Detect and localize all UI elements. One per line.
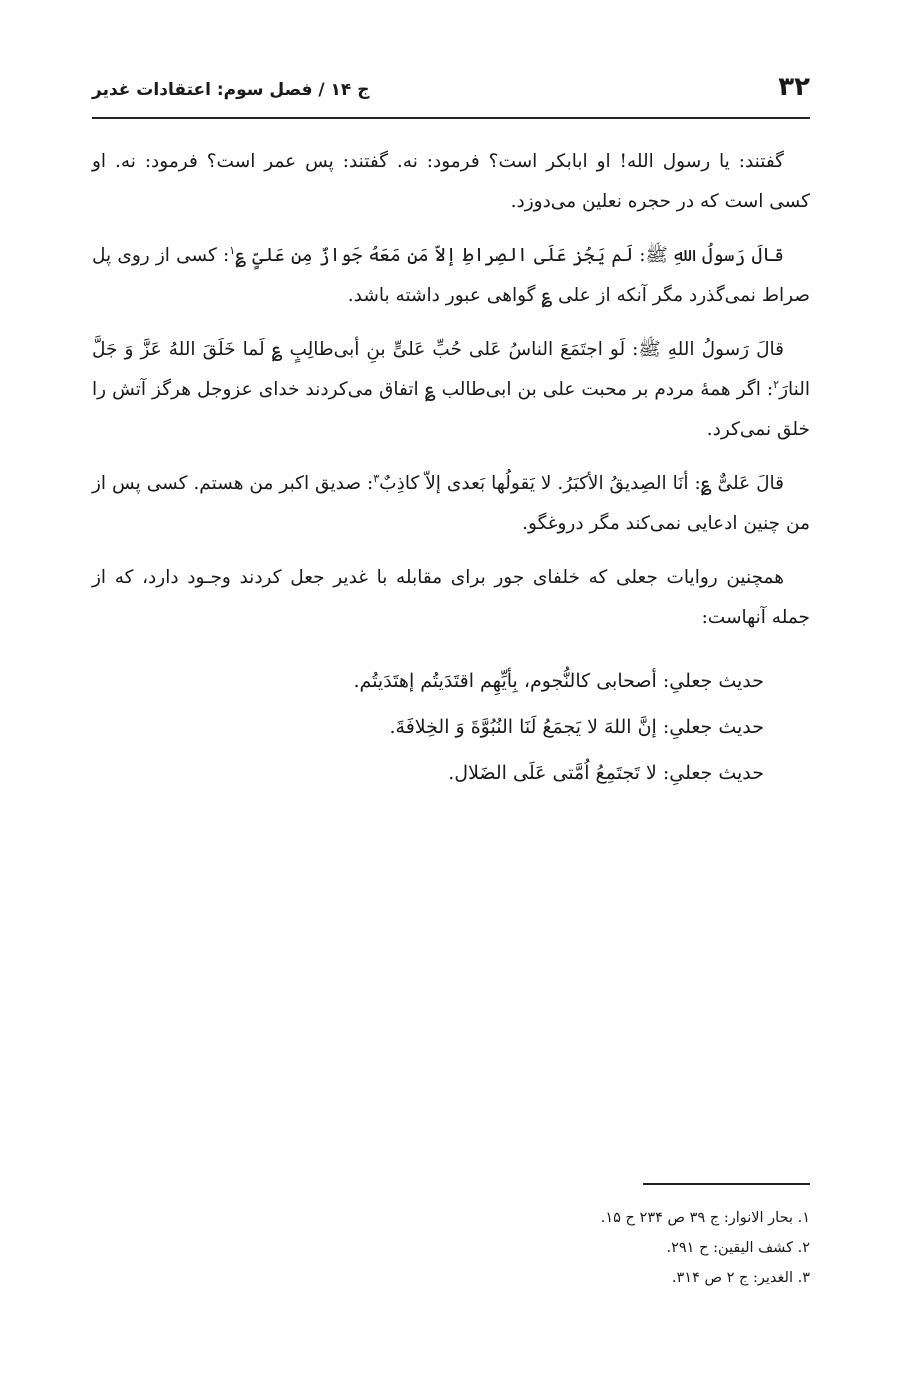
footnote-1: ۱. بحار الانوار: ج ۳۹ ص ۲۳۴ ح ۱۵.	[600, 1210, 810, 1226]
main-text	[92, 142, 810, 796]
footnote-ref[interactable]: ۳	[373, 471, 380, 485]
hadith-arabic: قالَ رَسولُ اللهِ ﷺ: لَم یَجُز عَلَی الصِراطِ إلاّ مَن مَعَهُ جَوازٌ مِن عَلیٍّ ؏	[235, 245, 784, 266]
paragraph-text: گفتند: یا رسول الله! او ابابکر است؟ فرمود: نه. گفتند: پس عمر است؟ فرمود: نه. او کسی است که در حجره نعلین می‌دوزد.	[92, 151, 810, 212]
running-title: ج ۱۴ / فصل سوم: اعتقادات غدیر	[92, 80, 370, 100]
hadith-arabic: قالَ عَلیٌّ ؏: أنَا الصِدیقُ الأکبَرُ. لا یَقولُها بَعدی إلاّ کاذِبٌ	[379, 473, 784, 494]
hadith-translation: : اگر همهٔ مردم بر محبت علی بن ابی‌طالب ؏ اتفاق می‌کردند خدای عزوجل هرگز آتش را خلق نمی‌کرد.	[92, 379, 810, 440]
list-item: حدیث جعلیِ: لا تَجتَمِعُ اُمَّتی عَلَی الضَلال.	[448, 762, 764, 784]
footnote-2: ۲. کشف الیقین: ح ۲۹۱.	[666, 1240, 810, 1256]
hadith-translation: : کسی از روی پل صراط نمی‌گذرد مگر آنکه از علی ؏ گواهی عبور داشته باشد.	[92, 245, 810, 306]
header-divider	[92, 117, 810, 119]
paragraph-5	[92, 558, 810, 638]
paragraph-2	[92, 236, 810, 316]
footnote-divider	[643, 1183, 810, 1185]
page-header	[92, 68, 810, 114]
paragraph-3	[92, 330, 810, 450]
paragraph-text: همچنین روایات جعلی که خلفای جور برای مقابله با غدیر جعل کردند وجـود دارد، که از جمله آنهاست:	[92, 567, 810, 628]
hadith-arabic: قالَ رَسولُ اللهِ ﷺ: لَو اجتَمَعَ الناسُ عَلی حُبِّ عَلیٍّ بنِ أبی‌طالِبٍ ؏ لَما خَلَقَ اللهُ عَزَّ وَ جَلَّ النارَ	[92, 339, 810, 400]
paragraph-1	[92, 142, 810, 222]
footnotes	[92, 1203, 810, 1293]
footnote-3: ۳. الغدیر: ج ۲ ص ۳۱۴.	[671, 1270, 810, 1286]
list-item: حدیث جعلیِ: إنَّ اللهَ لا یَجمَعُ لَنَا النُبُوَّةَ وَ الخِلافَةَ.	[389, 716, 764, 738]
hadith-translation: : صدیق اکبر من هستم. کسی پس از من چنین ادعایی نمی‌کند مگر دروغگو.	[92, 473, 810, 534]
page-number: ۳۲	[778, 72, 810, 102]
paragraph-4	[92, 464, 810, 544]
footnote-ref[interactable]: ۱	[229, 243, 236, 257]
list-item: حدیث جعلیِ: أصحابی کالنُّجوم، بِأیِّهِم اقتَدَیتُم إهتَدَیتُم.	[353, 670, 764, 692]
fabricated-hadith-list	[92, 658, 810, 796]
footnote-ref[interactable]: ۲	[773, 377, 780, 391]
